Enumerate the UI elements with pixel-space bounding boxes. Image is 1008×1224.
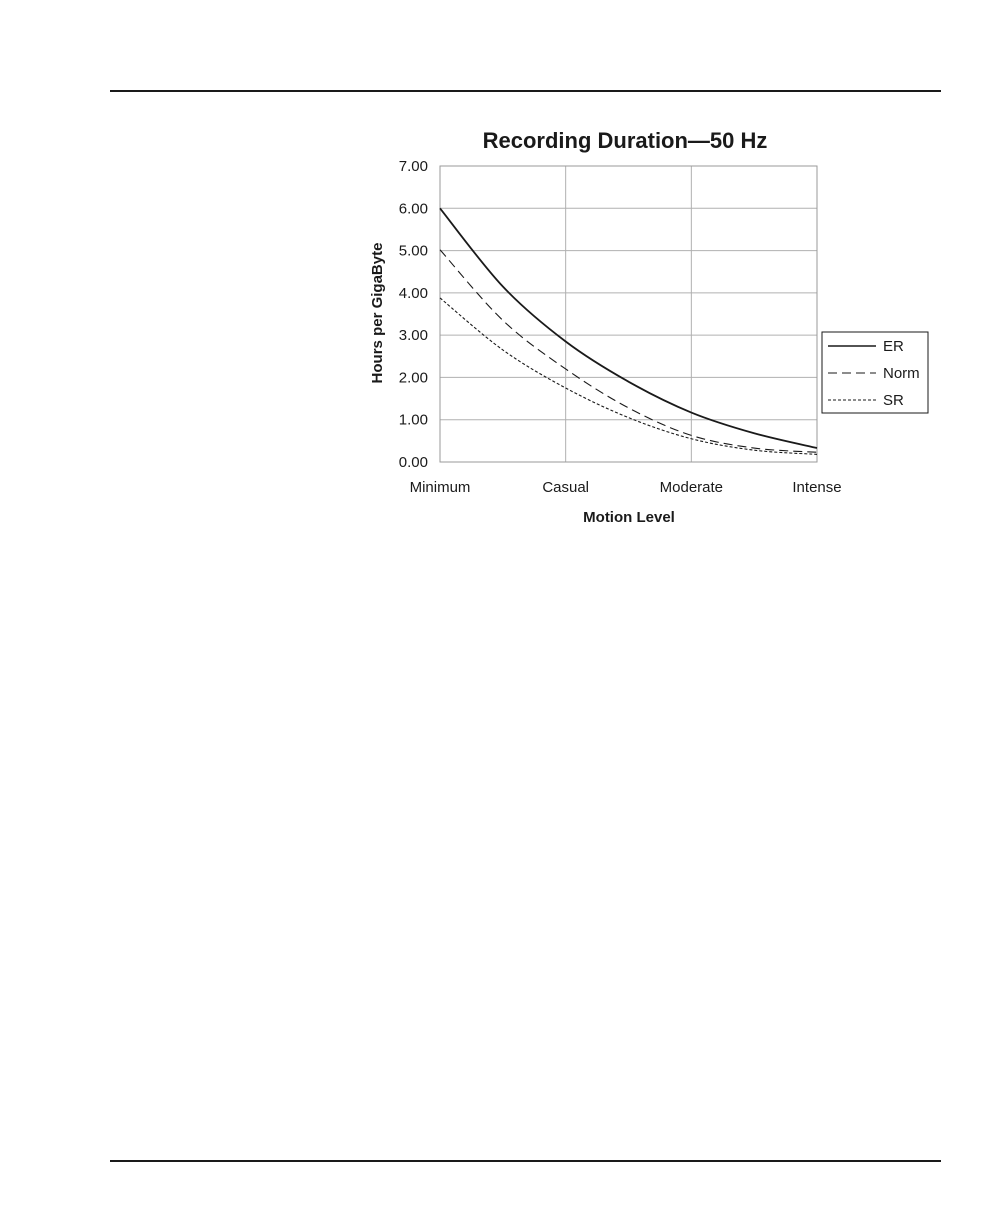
- x-tick-label: Minimum: [409, 479, 471, 496]
- y-tick-label: 0.00: [398, 454, 428, 471]
- x-tick-label: Casual: [542, 479, 590, 496]
- chart-series: [440, 208, 817, 454]
- series-line-er: [440, 208, 817, 448]
- chart-title: Recording Duration—50 Hz: [482, 128, 768, 153]
- y-tick-label: 2.00: [398, 369, 428, 387]
- y-tick-label: 1.00: [398, 411, 428, 429]
- y-tick-label: 5.00: [398, 242, 428, 260]
- footer-rule: [110, 1160, 941, 1162]
- x-tick-label: Moderate: [659, 479, 724, 496]
- x-tick-label: Intense: [792, 479, 842, 496]
- chart-legend: [822, 332, 928, 413]
- y-tick-label: 4.00: [398, 284, 428, 302]
- y-tick-label: 3.00: [398, 327, 428, 345]
- series-line-sr: [440, 298, 817, 454]
- y-tick-label: 6.00: [398, 200, 428, 218]
- legend-label-sr: SR: [883, 392, 904, 409]
- legend-label-norm: Norm: [883, 365, 920, 382]
- x-axis-title: Motion Level: [583, 509, 675, 526]
- y-axis-title: Hours per GigaByte: [369, 242, 386, 384]
- legend-label-er: ER: [883, 338, 904, 355]
- y-tick-label: 7.00: [398, 158, 428, 175]
